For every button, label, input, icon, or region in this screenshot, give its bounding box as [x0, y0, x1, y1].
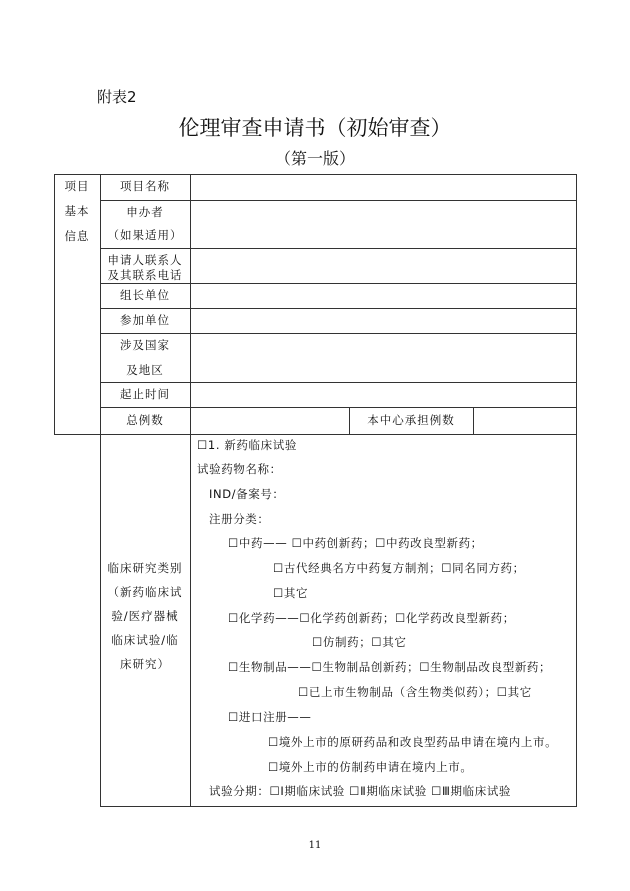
project-name-label: 项目名称: [120, 179, 170, 193]
attachment-label: 附表2: [97, 88, 137, 106]
region-label-line1: 涉及国家: [120, 338, 170, 352]
period-label: 起止时间: [120, 387, 170, 401]
contact-field[interactable]: [191, 249, 576, 283]
lead-unit-field[interactable]: [191, 284, 576, 308]
chemical-drug-options-2[interactable]: ☐仿制药；☐其它: [312, 635, 407, 649]
center-cases-field[interactable]: [474, 408, 576, 434]
import-generic-checkbox[interactable]: ☐境外上市的仿制药申请在境内上市。: [268, 760, 473, 774]
ind-number-label: IND/备案号：: [209, 487, 285, 501]
import-registration-checkbox[interactable]: ☐进口注册——: [228, 710, 312, 724]
tcm-options-2[interactable]: ☐古代经典名方中药复方制剂；☐同名同方药；: [273, 561, 525, 575]
table-rule: [100, 806, 577, 807]
region-field[interactable]: [191, 334, 576, 382]
category-label-line: （新药临床试: [107, 585, 183, 599]
contact-label-line2: 及其联系电话: [107, 268, 183, 282]
biologic-options-2[interactable]: ☐已上市生物制品（含生物类似药）；☐其它: [298, 685, 532, 699]
category-label-line: 临床研究类别: [107, 561, 183, 575]
version-label: （第一版）: [274, 149, 355, 168]
page-number: 11: [308, 840, 322, 851]
group-label-line: 基本: [64, 204, 90, 218]
category-label-line: 临床试验/临: [111, 633, 179, 647]
group-label-line: 项目: [64, 179, 90, 193]
sponsor-field[interactable]: [191, 201, 576, 248]
participating-units-field[interactable]: [191, 309, 576, 333]
category-label-line: 床研究）: [120, 657, 170, 671]
total-cases-field[interactable]: [191, 408, 349, 434]
participating-units-label: 参加单位: [120, 313, 170, 327]
sponsor-label: 申办者: [126, 205, 164, 219]
chemical-drug-options[interactable]: ☐化学药——☐化学药创新药；☐化学药改良型新药；: [228, 611, 515, 625]
center-cases-label: 本中心承担例数: [367, 413, 455, 427]
category-label-line: 验/医疗器械: [111, 609, 179, 623]
biologic-options[interactable]: ☐生物制品——☐生物制品创新药；☐生物制品改良型新药；: [228, 660, 552, 674]
period-field[interactable]: [191, 383, 576, 407]
page-title: 伦理审查申请书（初始审查）: [178, 116, 452, 140]
registration-class-label: 注册分类：: [209, 512, 270, 526]
region-label-line2: 及地区: [126, 363, 164, 377]
table-rule: [54, 434, 577, 435]
total-cases-label: 总例数: [126, 413, 164, 427]
table-rule: [576, 174, 577, 806]
tcm-other-checkbox[interactable]: ☐其它: [273, 586, 309, 600]
import-original-checkbox[interactable]: ☐境外上市的原研药品和改良型药品申请在境内上市。: [268, 735, 558, 749]
lead-unit-label: 组长单位: [120, 288, 170, 302]
tcm-options[interactable]: ☐中药—— ☐中药创新药；☐中药改良型新药；: [228, 536, 483, 550]
contact-label-line1: 申请人联系人: [107, 253, 183, 267]
sponsor-note: （如果适用）: [107, 228, 183, 242]
group-label-line: 信息: [64, 229, 90, 243]
project-name-field[interactable]: [191, 175, 576, 200]
trial-phase-options[interactable]: 试验分期：☐Ⅰ期临床试验 ☐Ⅱ期临床试验 ☐Ⅲ期临床试验: [209, 784, 512, 798]
test-drug-name-label: 试验药物名称：: [197, 462, 282, 476]
new-drug-trial-checkbox[interactable]: ☐1. 新药临床试验: [197, 438, 297, 452]
